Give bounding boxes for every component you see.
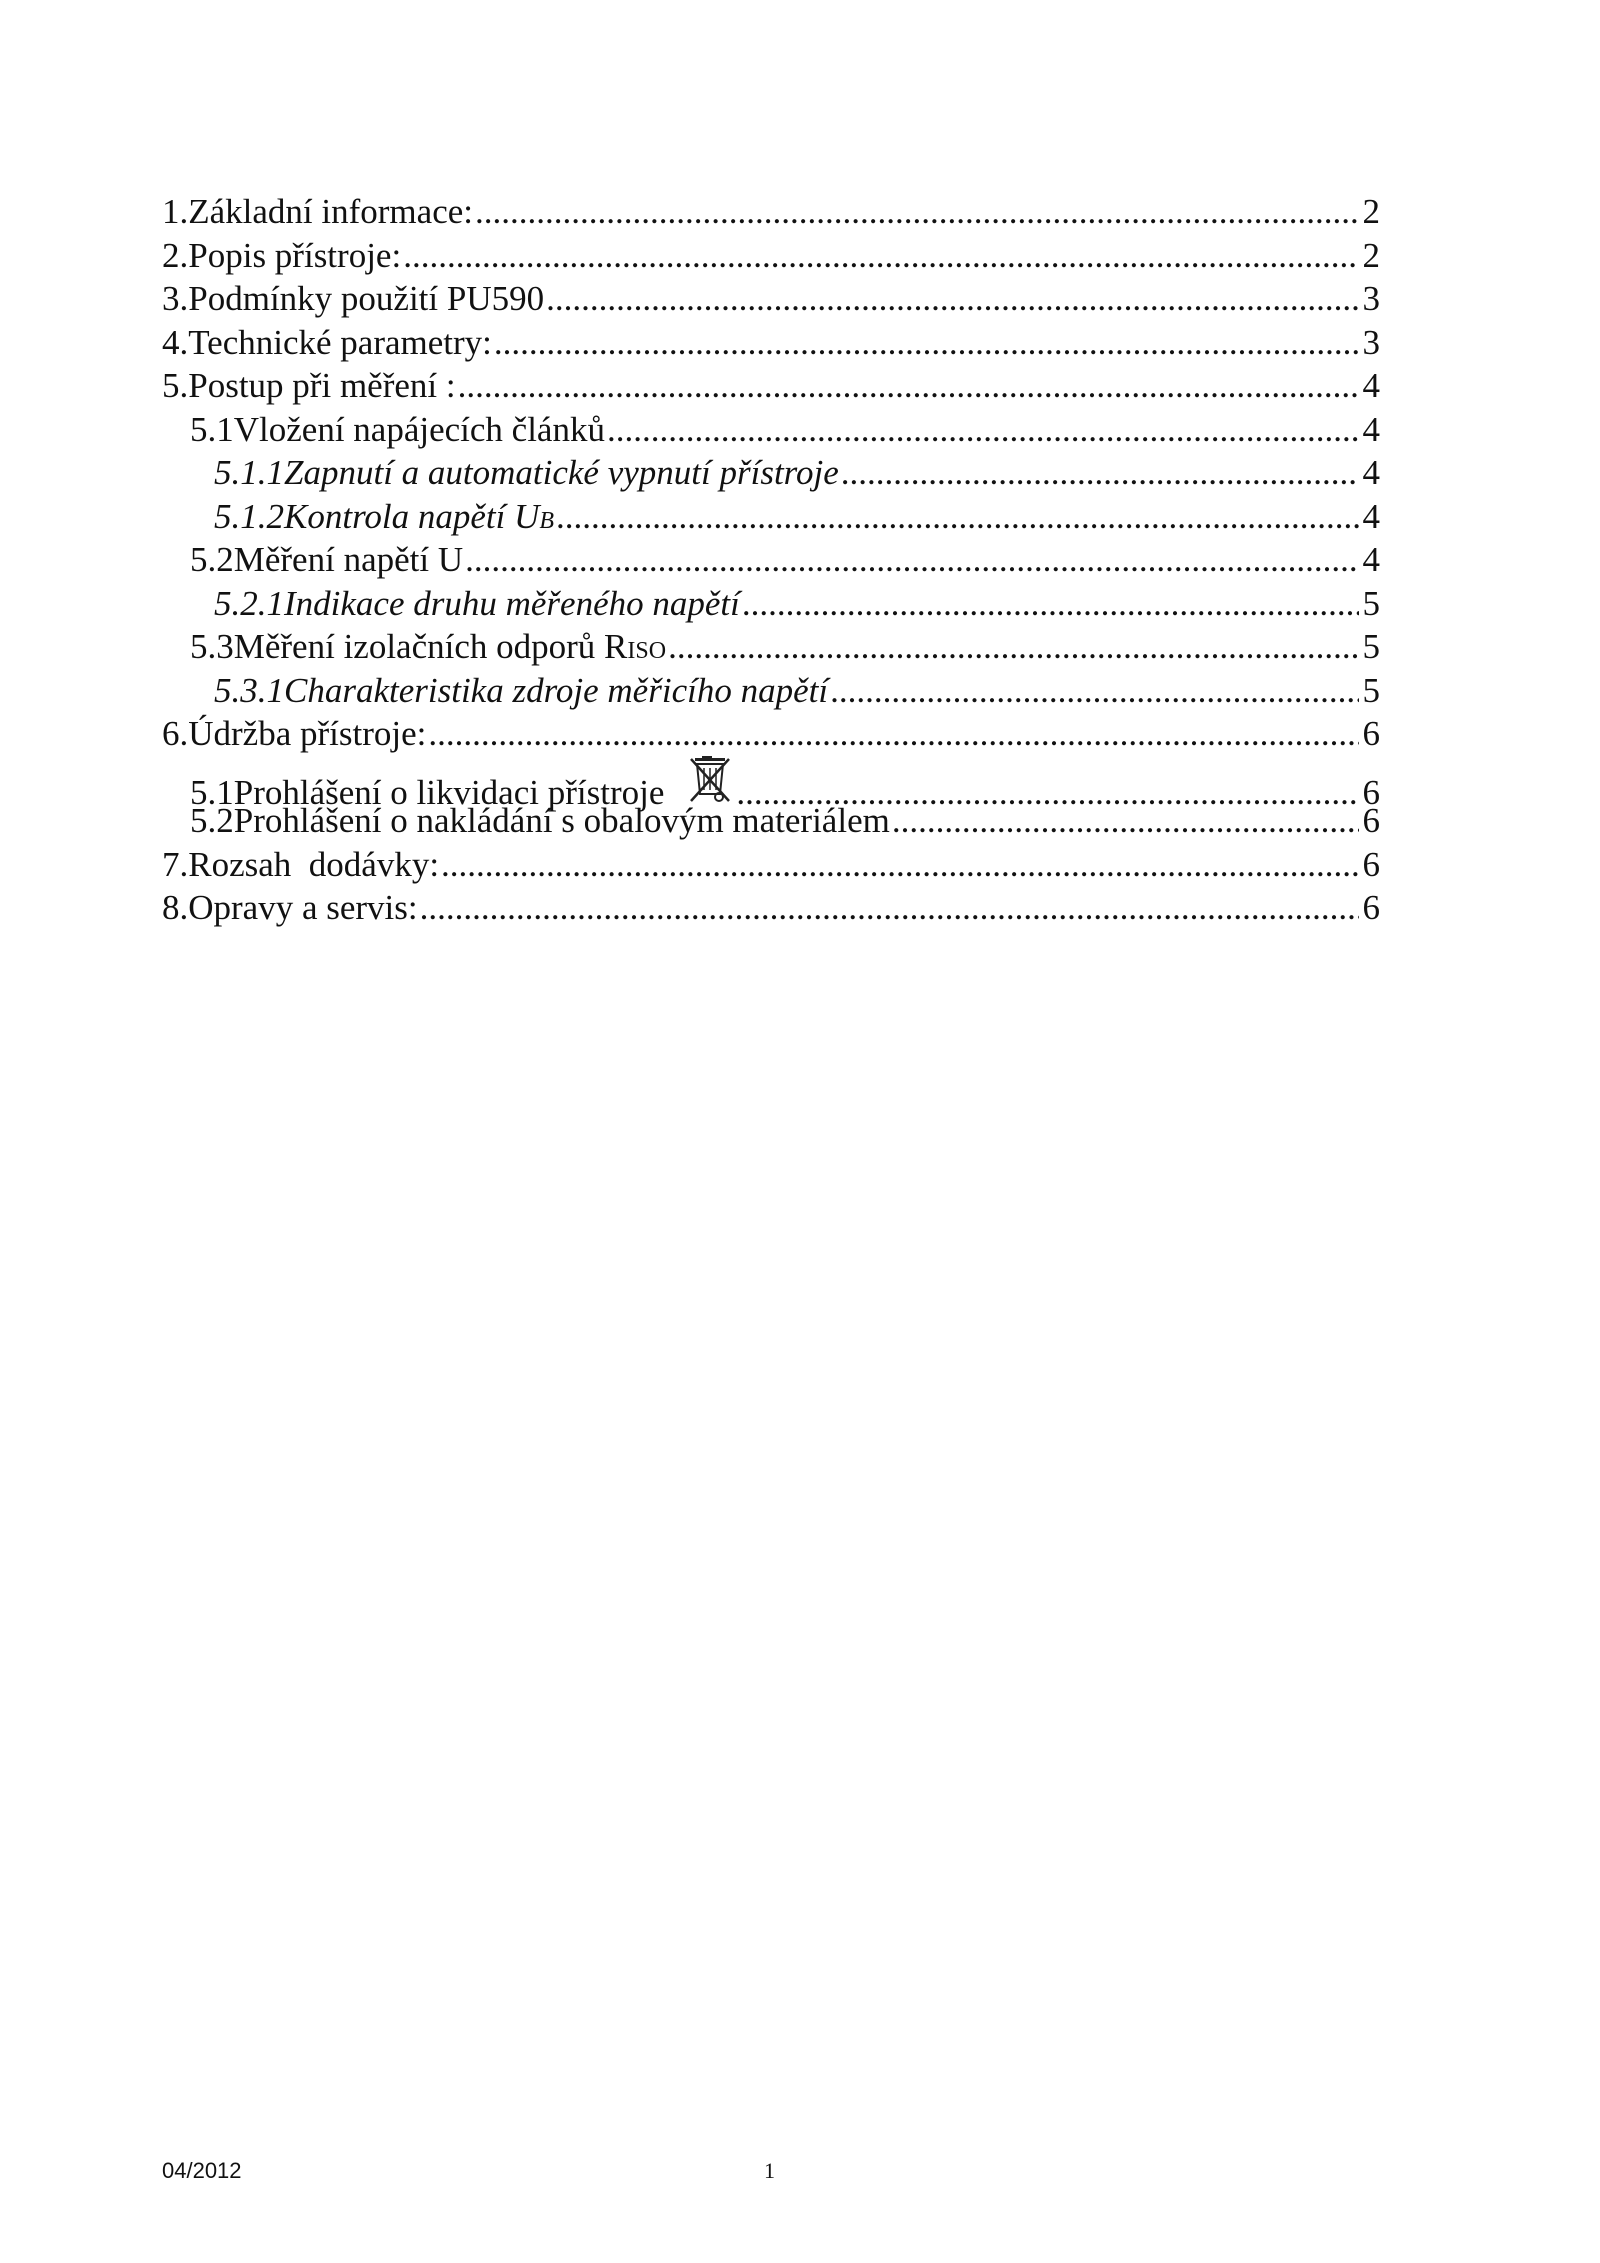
toc-entry-page: 2 bbox=[1362, 192, 1380, 231]
toc-entry-6-2[interactable] bbox=[162, 799, 1380, 843]
toc-entry-number: 1. bbox=[162, 192, 189, 231]
toc-entry-title: Popis přístroje: bbox=[188, 235, 402, 275]
toc-entry-number: 5.3 bbox=[190, 627, 234, 666]
toc-entry-page: 6 bbox=[1362, 714, 1380, 753]
toc-entry-number: 4. bbox=[162, 322, 189, 362]
toc-entry-5-3-1[interactable] bbox=[162, 669, 1380, 713]
toc-entry-page: 6 bbox=[1362, 801, 1380, 840]
toc-entry-5[interactable] bbox=[162, 364, 1380, 408]
toc-dot-leader bbox=[546, 277, 1358, 321]
toc-entry-title bbox=[284, 495, 554, 544]
toc-entry-title-text: Kontrola napětí U bbox=[284, 496, 540, 536]
crossed-out-wheelie-bin-icon bbox=[688, 756, 734, 804]
toc-entry-title: Indikace druhu měřeného napětí bbox=[284, 583, 740, 623]
toc-entry-8[interactable] bbox=[162, 886, 1380, 930]
toc-dot-leader bbox=[458, 364, 1359, 408]
toc-entry-number: 5. bbox=[162, 366, 189, 405]
toc-entry-5-1-1[interactable] bbox=[162, 451, 1380, 495]
toc-entry-page: 5 bbox=[1362, 627, 1380, 666]
toc-entry-6[interactable] bbox=[162, 712, 1380, 756]
toc-dot-leader bbox=[668, 625, 1358, 669]
toc-dot-leader bbox=[403, 234, 1358, 278]
toc-dot-leader bbox=[420, 886, 1359, 930]
toc-entry-5-3[interactable] bbox=[162, 625, 1380, 669]
toc-entry-number: 5.2 bbox=[190, 540, 234, 579]
toc-entry-title: Technické parametry: bbox=[188, 322, 492, 362]
toc-entry-page: 6 bbox=[1362, 772, 1380, 812]
toc-dot-leader bbox=[892, 799, 1359, 843]
toc-entry-page: 6 bbox=[1362, 888, 1380, 927]
toc-entry-title: Opravy a servis: bbox=[188, 888, 418, 927]
toc-entry-number: 7. bbox=[162, 844, 189, 884]
toc-entry-number: 2. bbox=[162, 235, 189, 275]
toc-entry-page: 4 bbox=[1362, 366, 1380, 405]
toc-entry-title: Vložení napájecích článků bbox=[233, 409, 605, 449]
toc-entry-page: 4 bbox=[1362, 496, 1380, 536]
toc-entry-number: 5.1.2 bbox=[214, 496, 284, 536]
toc-entry-4[interactable] bbox=[162, 321, 1380, 365]
footer-date: 04/2012 bbox=[162, 2158, 242, 2183]
toc-entry-number: 6. bbox=[162, 714, 189, 753]
toc-entry-page: 6 bbox=[1362, 844, 1380, 884]
toc-entry-page: 5 bbox=[1362, 670, 1380, 710]
toc-entry-5-1-2[interactable] bbox=[162, 495, 1380, 539]
toc-entry-title-subscript: ISO bbox=[627, 638, 667, 664]
toc-dot-leader bbox=[556, 495, 1358, 539]
toc-entry-number: 5.2 bbox=[190, 801, 234, 840]
toc-entry-title: Prohlášení o likvidaci přístroje bbox=[233, 772, 665, 812]
toc-entry-1[interactable] bbox=[162, 190, 1380, 234]
toc-dot-leader bbox=[830, 669, 1358, 713]
toc-entry-number: 5.1 bbox=[190, 409, 234, 449]
toc-entry-title-subscript: B bbox=[539, 507, 555, 534]
footer-page-number: 1 bbox=[764, 2158, 775, 2183]
toc-entry-page: 4 bbox=[1362, 409, 1380, 449]
toc-entry-page: 4 bbox=[1362, 540, 1380, 579]
table-of-contents bbox=[162, 190, 1380, 930]
toc-dot-leader bbox=[742, 582, 1359, 626]
toc-dot-leader bbox=[475, 190, 1359, 234]
toc-dot-leader bbox=[465, 538, 1358, 582]
toc-entry-title-text: Měření izolačních odporů R bbox=[233, 627, 628, 666]
toc-entry-title bbox=[234, 625, 666, 674]
toc-entry-5-1[interactable] bbox=[162, 408, 1380, 452]
toc-entry-number: 5.1.1 bbox=[214, 453, 284, 492]
toc-entry-2[interactable] bbox=[162, 234, 1380, 278]
toc-entry-number: 5.3.1 bbox=[214, 670, 284, 710]
toc-entry-title: Zapnutí a automatické vypnutí přístroje bbox=[284, 453, 839, 492]
toc-entry-6-1[interactable] bbox=[162, 756, 1380, 812]
toc-entry-title: Postup při měření : bbox=[188, 366, 456, 405]
toc-dot-leader bbox=[441, 843, 1358, 887]
toc-entry-title: Prohlášení o nakládání s obalovým materiálem bbox=[233, 801, 890, 840]
toc-entry-number: 8. bbox=[162, 888, 189, 927]
toc-entry-title: Měření napětí U bbox=[233, 540, 464, 579]
toc-entry-page: 5 bbox=[1362, 583, 1380, 623]
toc-dot-leader bbox=[607, 408, 1359, 452]
toc-entry-number: 3. bbox=[162, 279, 189, 318]
toc-entry-5-2-1[interactable] bbox=[162, 582, 1380, 626]
toc-entry-7[interactable] bbox=[162, 843, 1380, 887]
toc-entry-title: Údržba přístroje: bbox=[188, 714, 427, 753]
toc-dot-leader bbox=[841, 451, 1359, 495]
toc-entry-5-2[interactable] bbox=[162, 538, 1380, 582]
toc-dot-leader bbox=[428, 712, 1358, 756]
toc-entry-page: 3 bbox=[1362, 279, 1380, 318]
toc-entry-number: 5.1 bbox=[190, 772, 234, 812]
toc-entry-page: 2 bbox=[1362, 235, 1380, 275]
toc-entry-title: Rozsah dodávky: bbox=[188, 844, 440, 884]
toc-entry-title: Charakteristika zdroje měřicího napětí bbox=[284, 670, 829, 710]
toc-entry-title: Podmínky použití PU590 bbox=[188, 279, 545, 318]
toc-dot-leader bbox=[494, 321, 1359, 365]
toc-entry-page: 3 bbox=[1362, 322, 1380, 362]
toc-entry-title: Základní informace: bbox=[188, 192, 473, 231]
toc-entry-3[interactable] bbox=[162, 277, 1380, 321]
toc-entry-page: 4 bbox=[1362, 453, 1380, 492]
toc-entry-number: 5.2.1 bbox=[214, 583, 284, 623]
